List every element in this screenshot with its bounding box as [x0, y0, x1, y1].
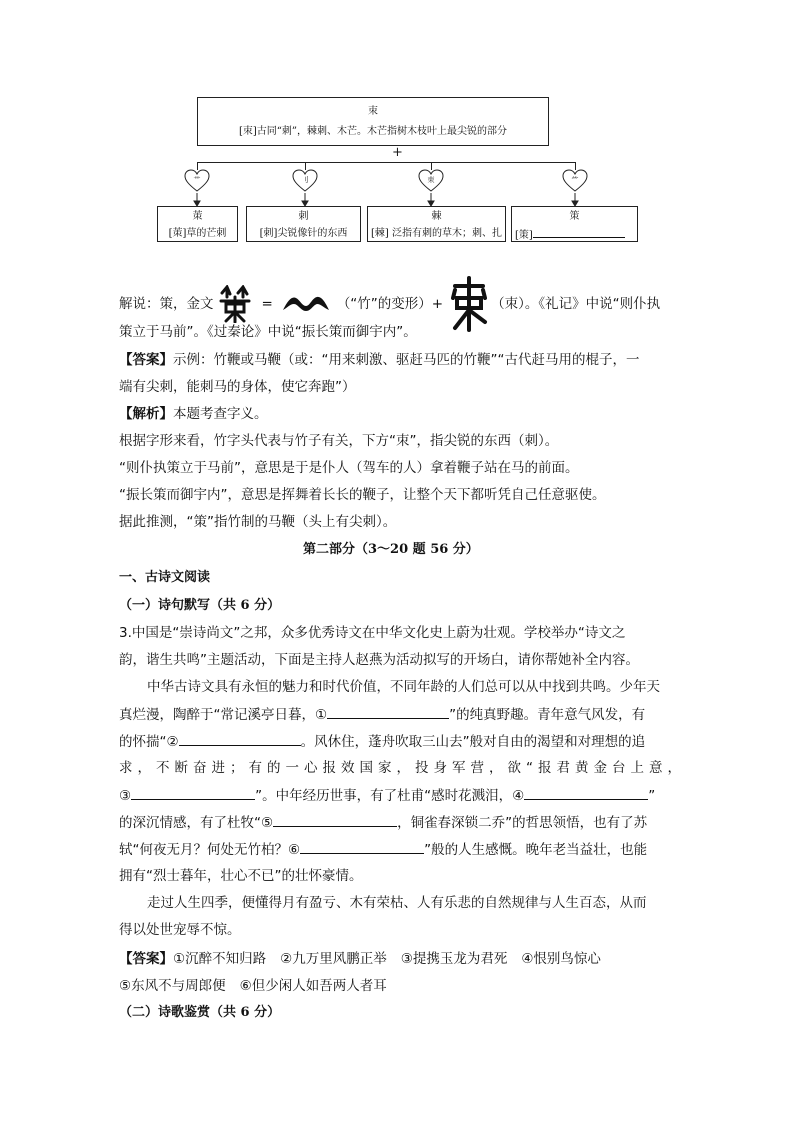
q3-p4-c7: 有	[248, 760, 262, 776]
answer1-tag: 【答案】	[119, 352, 173, 368]
blank-2[interactable]	[179, 731, 301, 746]
heart-label-2: 刂	[301, 176, 309, 184]
q3-line-2: 韵，谐生共鸣”主题活动，下面是主持人赵燕为活动拟写的开场白，请你帮她补全内容。	[119, 652, 639, 668]
blank-5[interactable]	[273, 812, 397, 827]
blank-4[interactable]	[524, 785, 648, 800]
q3-p4-c5: 进	[211, 760, 225, 776]
q3-p4-c0: 求	[119, 760, 133, 776]
plus-sign: +	[392, 145, 403, 160]
heart-label-1: 艹	[193, 176, 201, 184]
q3-para-line-2	[119, 704, 645, 725]
q3-p4-c3: 断	[174, 760, 188, 776]
answer1-line-1	[119, 350, 639, 370]
q3-p4-c20: ，	[489, 760, 503, 776]
q3-p4-c16: 投	[415, 760, 429, 776]
heart-label-3: 朿	[427, 176, 435, 184]
jinwen-ce-glyph-icon	[218, 285, 252, 323]
leaf-box-3	[367, 206, 506, 242]
q3-para-line-1: 中华古诗文具有永恒的魅力和时代价值，不同年龄的人们总可以从中找到共鸣。少年天	[147, 679, 660, 695]
q3-p4-c15: ，	[396, 760, 410, 776]
jieshuo-mid: （“竹”的变形）+	[336, 296, 444, 312]
leaf-4-answer-blank[interactable]	[533, 227, 625, 238]
q3-para-line-8: 拥有“烈士暮年，壮心不已”的壮怀豪情。	[119, 868, 363, 884]
bamboo-variant-glyph-icon	[282, 294, 330, 314]
q3-p7-post: ”般的人生感慨。晚年老当益壮，也能	[424, 842, 648, 858]
q3-p4-c12: 效	[341, 760, 355, 776]
q3-p4-c18: 军	[452, 760, 466, 776]
blank-3[interactable]	[131, 785, 255, 800]
jieshuo-eq: =	[261, 296, 273, 312]
q3-p7-pre: 轼“何夜无月？何处无竹柏？⑥	[119, 842, 301, 858]
jieshuo-line-2: 策立于马前”。《过秦论》中说“振长策而御宇内”。	[119, 324, 417, 340]
answer2-item-6: ⑥但少闲人如吾两人者耳	[239, 978, 387, 994]
heart-label-4: ⺮	[571, 176, 579, 184]
subsection2-heading: （二）诗歌鉴赏（共 6 分）	[119, 1005, 281, 1020]
analysis-line-2: 根据字形来看，竹字头代表与竹子有关，下方“朿”，指尖锐的东西（刺）。	[119, 433, 559, 449]
q3-para-line-5	[119, 785, 655, 806]
analysis-tag: 【解析】	[119, 406, 173, 422]
q3-para-line-6	[119, 812, 647, 833]
leaf-box-2	[246, 206, 361, 242]
q3-para-line-4	[119, 758, 681, 778]
q3-p4-c28: 上	[630, 760, 644, 776]
q3-p4-c9: 一	[285, 760, 299, 776]
q3-p6-pre: 的深沉情感，有了杜牧“⑤	[119, 815, 274, 831]
leaf-box-1	[157, 206, 238, 242]
q3-p4-c23: 报	[538, 760, 552, 776]
q3-p5-post: ”	[648, 788, 656, 804]
leaf-desc-1: [茦]草的芒刺	[168, 228, 227, 239]
q3-p4-c11: 报	[322, 760, 336, 776]
answer2-item-5: ⑤东风不与周郎便	[119, 978, 226, 994]
answer2-line-1	[119, 949, 601, 969]
analysis-line-4: “振长策而御宇内”，意思是挥舞着长长的鞭子，让整个天下都听凭自己任意驱使。	[119, 487, 606, 503]
part2-heading: 第二部分（3～20 题 56 分）	[303, 542, 479, 557]
q3-line-1: 3.中国是“崇诗尚文”之邦，众多优秀诗文在中华文化史上蔚为壮观。学校举办“诗文之	[119, 625, 626, 641]
analysis-line-1	[119, 404, 268, 424]
q3-p4-c22: “	[526, 760, 533, 776]
analysis-line-5: 据此推测，“策”指竹制的马鞭（头上有尖刺）。	[119, 514, 397, 530]
q3-p2-pre: 真烂漫，陶醉于“常记溪亭日暮，①	[119, 707, 328, 723]
arrows-layer	[0, 0, 794, 215]
q3-p4-c14: 家	[378, 760, 392, 776]
q3-p3-pre: 的怀揣“②	[119, 734, 179, 750]
answer2-item-1: ①沉醉不知归路	[173, 951, 267, 967]
answer1-text-1: 示例：竹鞭或马鞭（或：“用来刺激、驱赶马匹的竹鞭”“古代赶马用的棍子，一	[173, 352, 640, 368]
q3-para-line-10: 得以处世宠辱不惊。	[119, 922, 241, 938]
q3-p4-c13: 国	[359, 760, 373, 776]
q3-p3-post: 。风休住，蓬舟吹取三山去”般对自由的渴望和对理想的追	[300, 734, 646, 750]
section1-heading: 一、古诗文阅读	[119, 570, 211, 585]
q3-p4-c29: 意	[649, 760, 663, 776]
q3-p4-c26: 金	[593, 760, 607, 776]
answer2-item-2: ②九万里风鹏正举	[280, 951, 387, 967]
jieshuo-post: （朿）。《礼记》中说“则仆执	[491, 296, 661, 312]
answer2-item-3: ③提携玉龙为君死	[400, 951, 508, 967]
q3-para-line-9: 走过人生四季，便懂得月有盈亏、木有荣枯、人有乐悲的自然规律与人生百态，从而	[147, 895, 647, 911]
ci-glyph-icon	[449, 276, 489, 332]
root-char: 朿	[368, 106, 378, 117]
q3-p4-c1: ，	[137, 760, 151, 776]
q3-para-line-7	[119, 839, 647, 860]
leaf-desc-4-text: [策]	[515, 230, 533, 241]
q3-p4-c2: 不	[156, 760, 170, 776]
q3-p4-c21: 欲	[507, 760, 521, 776]
q3-p4-c24: 君	[556, 760, 570, 776]
q3-p4-c25: 黄	[575, 760, 589, 776]
answer2-item-4: ④恨别鸟惊心	[521, 951, 601, 967]
leaf-char-2: 刺	[298, 211, 309, 222]
leaf-char-1: 茦	[192, 211, 203, 222]
root-desc: [朿]古同“刺”，棘刺、木芒。木芒指树木枝叶上最尖锐的部分	[238, 126, 508, 137]
analysis-text-1: 本题考查字义。	[173, 406, 268, 422]
leaf-desc-2: [刺]尖锐像针的东西	[259, 228, 348, 239]
q3-p4-c6: ；	[230, 760, 244, 776]
q3-p4-c30: ，	[667, 760, 681, 776]
analysis-line-3: “则仆执策立于马前”，意思是于是仆人（驾车的人）拿着鞭子站在马的前面。	[119, 460, 579, 476]
q3-p4-c17: 身	[433, 760, 447, 776]
leaf-desc-3: [棘] 泛指有刺的草木；刺、扎	[371, 228, 502, 239]
q3-p4-c27: 台	[612, 760, 626, 776]
subsection1-heading: （一）诗句默写（共 6 分）	[119, 598, 281, 613]
blank-1[interactable]	[327, 704, 449, 719]
q3-para-line-3	[119, 731, 645, 752]
answer2-tag: 【答案】	[119, 951, 173, 967]
leaf-char-3: 棘	[431, 211, 442, 222]
q3-p6-post: ，铜雀春深锁二乔”的哲思领悟，也有了苏	[397, 815, 648, 831]
answer2-line-2	[119, 976, 387, 996]
blank-6[interactable]	[300, 839, 424, 854]
answer1-line-2: 端有尖刺，能刺马的身体，使它奔跑”）	[119, 379, 356, 395]
q3-p4-c10: 心	[304, 760, 318, 776]
q3-p5-pre: ③	[119, 788, 132, 804]
leaf-char-4: 策	[569, 211, 580, 222]
jieshuo-pre: 解说：策，金文	[119, 296, 214, 312]
q3-p5-mid: ”。中年经历世事，有了杜甫“感时花溅泪，④	[255, 788, 525, 804]
q3-p2-post: ”的纯真野趣。青年意气风发，有	[449, 707, 646, 723]
q3-p4-c4: 奋	[193, 760, 207, 776]
q3-p4-c19: 营	[470, 760, 484, 776]
leaf-box-4	[511, 206, 638, 242]
q3-p4-c8: 的	[267, 760, 281, 776]
leaf-desc-4	[512, 227, 637, 243]
